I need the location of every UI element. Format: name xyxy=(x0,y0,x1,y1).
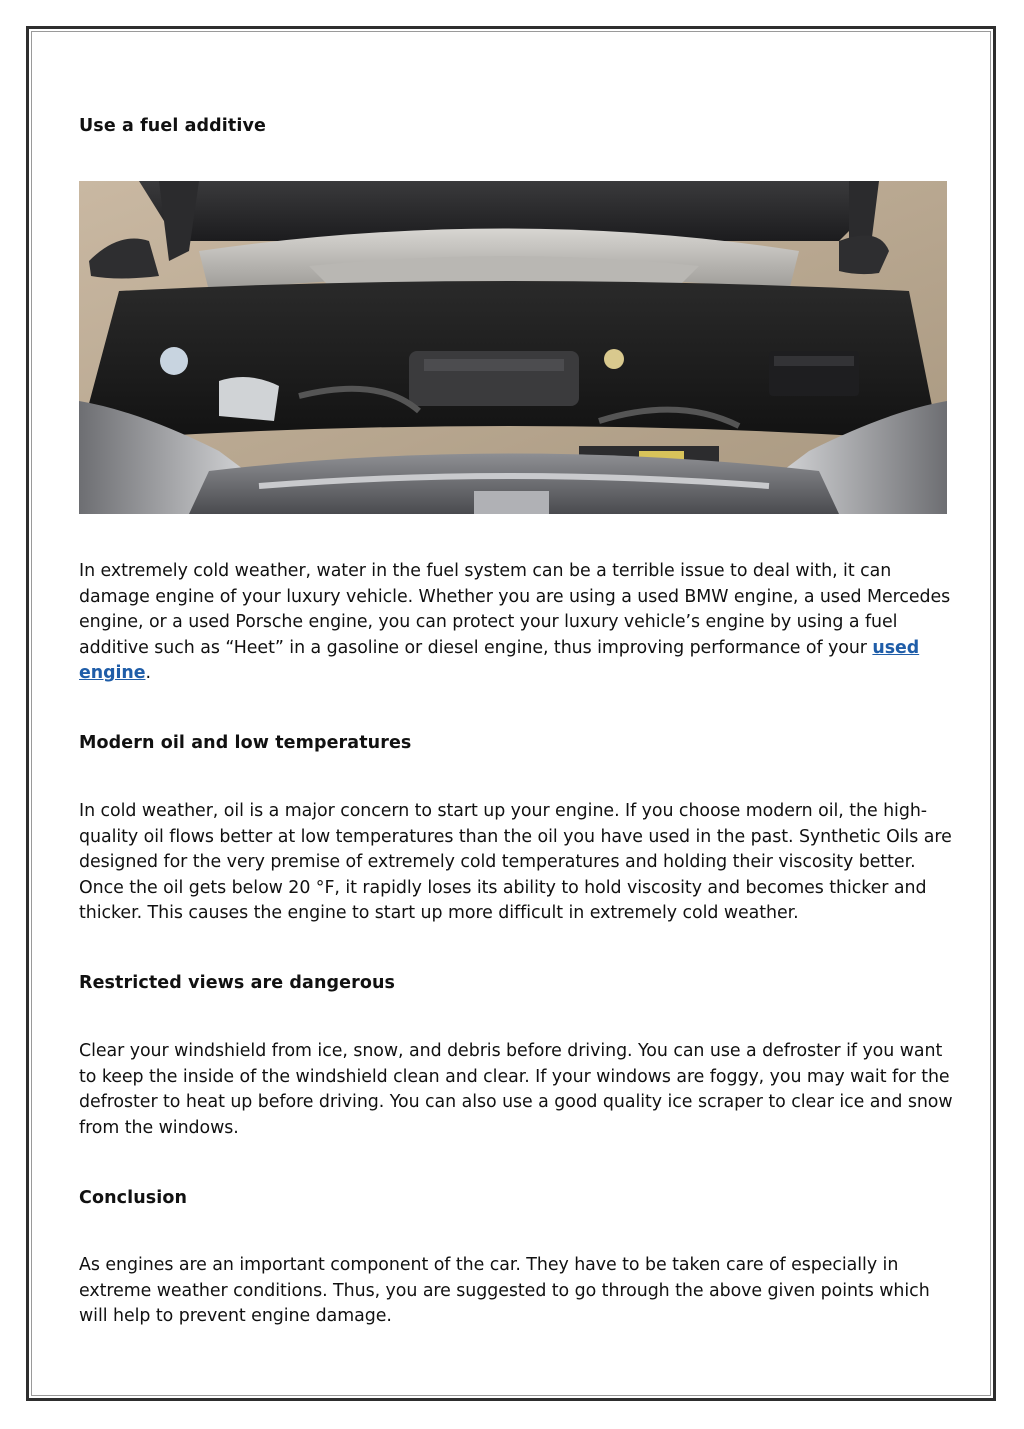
heading-fuel-additive: Use a fuel additive xyxy=(79,116,266,136)
heading-conclusion: Conclusion xyxy=(79,1188,188,1208)
paragraph-restricted-views: Clear your windshield from ice, snow, and debris before driving. You can use a defroster if you want to keep the inside of the windshield clean and clear. If your windows are foggy, you may wait for the defroster to heat up before driving. You can also use a good quality ice scraper to clear ice and snow from the windows. xyxy=(79,1041,953,1138)
used-engine-link[interactable]: used engine xyxy=(79,637,920,684)
paragraph-text: In extremely cold weather, water in the fuel system can be a terrible issue to deal with, it can damage engine of your luxury vehicle. Whether you are using a used BMW engine, a used Mercedes engine, or a used Porsche engine, you can protect your luxury vehicle’s engine by using a fuel additive such as “Heet” in a gasoline or diesel engine, thus improving performance of your xyxy=(79,561,951,658)
heading-restricted-views: Restricted views are dangerous xyxy=(79,973,396,993)
paragraph-conclusion: As engines are an important component of the car. They have to be taken care of especially in extreme weather conditions. Thus, you are suggested to go through the above given points which will help to prevent engine damage. xyxy=(79,1255,930,1327)
engine-bay-photo xyxy=(79,181,947,514)
heading-modern-oil: Modern oil and low temperatures xyxy=(79,733,412,753)
paragraph-modern-oil: In cold weather, oil is a major concern to start up your engine. If you choose modern oil, the high-quality oil flows better at low temperatures than the oil you have used in the past. Synthetic Oils are designed for the very premise of extremely cold temperatures and holding their viscosity better. Once the oil gets below 20 °F, it rapidly loses its ability to hold viscosity and becomes thicker and thicker. This causes the engine to start up more difficult in extremely cold weather. xyxy=(79,801,952,924)
paragraph-fuel-additive xyxy=(79,559,959,687)
paragraph-end: . xyxy=(145,663,151,684)
